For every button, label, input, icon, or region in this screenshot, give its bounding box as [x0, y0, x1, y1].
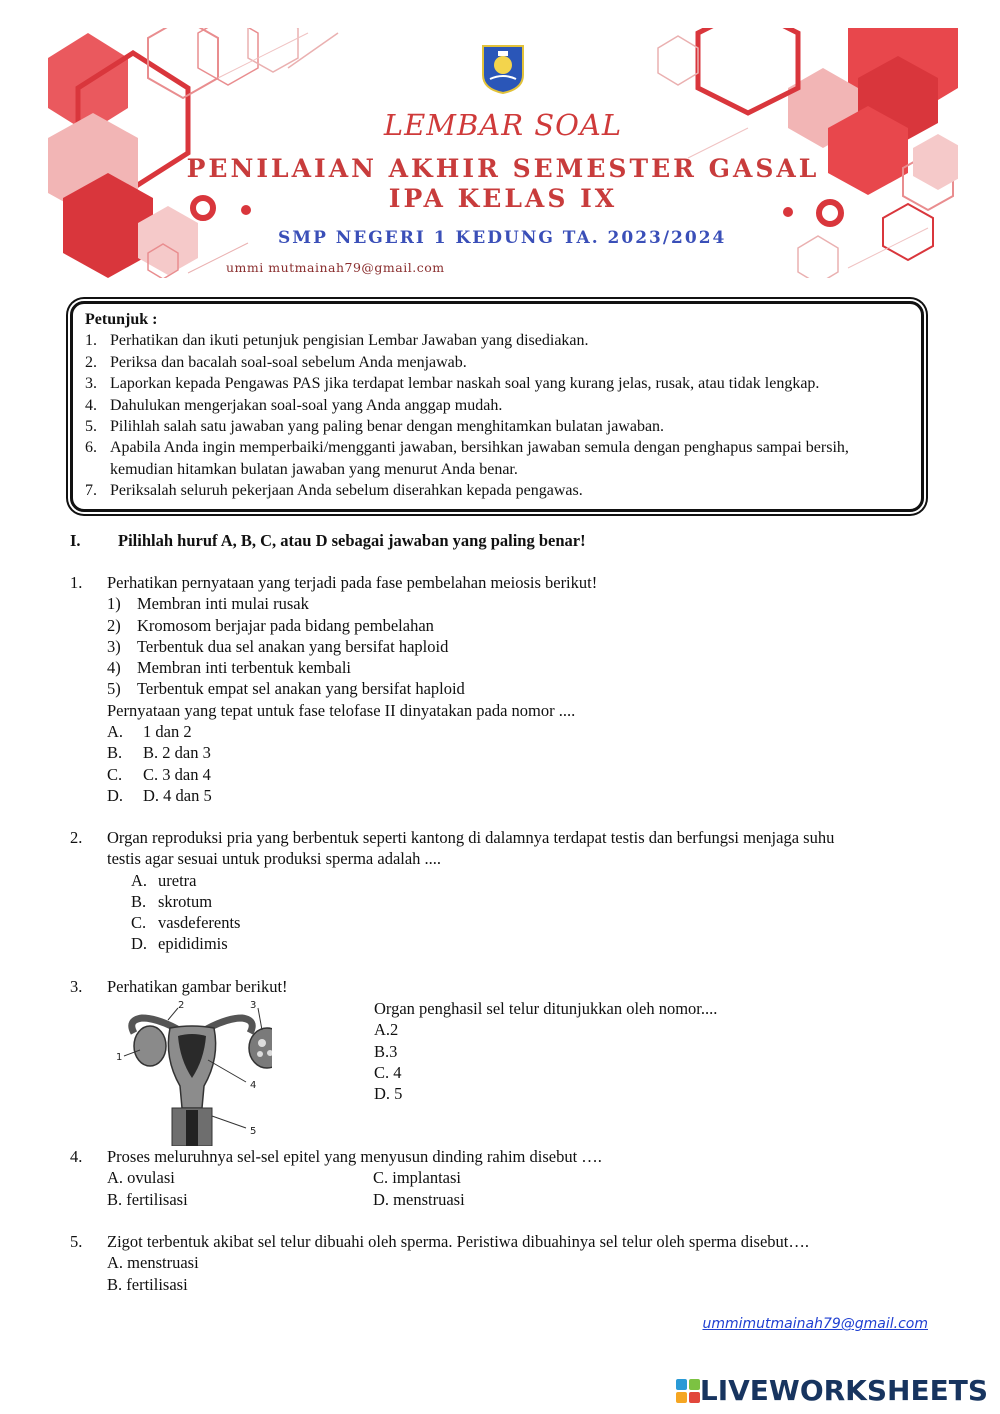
option-d[interactable]: D. D. 4 dan 5: [107, 785, 212, 805]
footer-email-link[interactable]: ummimutmainah79@gmail.com: [702, 1316, 928, 1332]
figure-label-1: 1: [116, 1052, 123, 1063]
question-4: 4. Proses meluruhnya sel-sel epitel yang menyusun dinding rahim disebut …. A. ovulasi C. implantasi B. fertilisasi D. menstruasi: [70, 1146, 639, 1210]
question-prompt: Pernyataan yang tepat untuk fase telofase II dinyatakan pada nomor ....: [107, 700, 576, 720]
option-a[interactable]: A. 1 dan 2: [107, 722, 192, 742]
header-banner: [48, 28, 958, 278]
option-b[interactable]: B. B. 2 dan 3: [107, 743, 211, 763]
instructions-title: Petunjuk :: [85, 311, 158, 328]
option-a[interactable]: A. menstruasi: [107, 1253, 199, 1273]
statement-item: 5) Terbentuk empat sel anakan yang bersifat haploid: [107, 679, 465, 699]
instruction-item: 1. Perhatikan dan ikuti petunjuk pengisian Lembar Jawaban yang disediakan.: [85, 332, 589, 350]
question-text: Perhatikan pernyataan yang terjadi pada fase pembelahan meiosis berikut!: [107, 573, 598, 592]
school-crest-icon: [480, 43, 526, 95]
question-prompt: Organ penghasil sel telur ditunjukkan oleh nomor....: [374, 999, 718, 1018]
brand-name: LIVEWORKSHEETS: [699, 1374, 988, 1407]
option-d[interactable]: D. menstruasi: [373, 1189, 465, 1209]
liveworksheets-icon: [676, 1379, 700, 1403]
option-b[interactable]: B. fertilisasi: [107, 1274, 188, 1294]
option-c[interactable]: C. C. 3 dan 4: [107, 764, 211, 784]
option-d[interactable]: D. 5: [374, 1084, 403, 1104]
question-text: Proses meluruhnya sel-sel epitel yang menyusun dinding rahim disebut ….: [107, 1147, 602, 1166]
instruction-item: 3. Laporkan kepada Pengawas PAS jika terdapat lembar naskah soal yang kurang jelas, rusak, atau tidak lengkap.: [85, 375, 820, 393]
option-d[interactable]: D. epididimis: [131, 934, 228, 954]
exam-title-line2: IPA KELAS IX: [388, 184, 618, 213]
statement-item: 2) Kromosom berjajar pada bidang pembelahan: [107, 615, 434, 635]
option-c[interactable]: C. 4: [374, 1062, 402, 1082]
option-b[interactable]: B.3: [374, 1041, 398, 1061]
header-email: ummi mutmainah79@gmail.com: [226, 260, 445, 275]
question-text: Zigot terbentuk akibat sel telur dibuahi oleh sperma. Peristiwa dibuahinya sel telur oleh sperma disebut….: [107, 1232, 809, 1251]
female-reproductive-system-figure: [112, 998, 272, 1146]
question-text: Organ reproduksi pria yang berbentuk seperti kantong di dalamnya terdapat testis dan berfungsi menjaga suhu: [107, 828, 835, 847]
question-3-options: [374, 998, 717, 1104]
option-a[interactable]: A. uretra: [131, 870, 197, 890]
instruction-item: 5. Pilihlah salah satu jawaban yang paling benar dengan menghitamkan bulatan jawaban.: [85, 418, 665, 436]
instructions-box: [70, 301, 924, 512]
option-c[interactable]: C. vasdeferents: [131, 913, 241, 933]
option-a[interactable]: A.2: [374, 1020, 399, 1040]
instruction-item: 4. Dahulukan mengerjakan soal-soal yang Anda anggap mudah.: [85, 396, 503, 414]
question-2: 2. Organ reproduksi pria yang berbentuk seperti kantong di dalamnya terdapat testis dan berfungsi menjaga suhu testis agar sesuai untuk produksi sperma adalah .... A. uretra B. skrotum C. vasdeferents D. epididimis: [70, 828, 835, 954]
statement-item: 4) Membran inti terbentuk kembali: [107, 658, 351, 678]
liveworksheets-logo[interactable]: [676, 1374, 988, 1407]
option-a[interactable]: A. ovulasi: [107, 1168, 175, 1188]
school-name: SMP NEGERI 1 KEDUNG TA. 2023/2024: [278, 228, 727, 248]
question-text: Perhatikan gambar berikut!: [107, 977, 288, 996]
question-1: 1. Perhatikan pernyataan yang terjadi pada fase pembelahan meiosis berikut! 1) Membran inti mulai rusak 2) Kromosom berjajar pada bidang pembelahan 3) Terbentuk dua sel anakan yang bersifat haploid 4) Membran inti terbentuk kembali 5) Terbentuk empat sel anakan yang bersifat haploid Pernyataan yang tepat untuk fase telofase II dinyatakan pada nomor .... A. 1 dan 2 B. B. 2 dan 3 C. C. 3 dan 4 D. D. 4 dan 5: [70, 573, 598, 805]
question-5: 5. Zigot terbentuk akibat sel telur dibuahi oleh sperma. Peristiwa dibuahinya sel telur oleh sperma disebut…. A. menstruasi B. fertilisasi: [70, 1232, 809, 1294]
option-c[interactable]: C. implantasi: [373, 1168, 461, 1188]
statement-item: 3) Terbentuk dua sel anakan yang bersifat haploid: [107, 636, 449, 656]
instruction-item: 2. Periksa dan bacalah soal-soal sebelum Anda menjawab.: [85, 353, 467, 371]
statement-item: 1) Membran inti mulai rusak: [107, 594, 309, 614]
figure-label-4: 4: [250, 1080, 257, 1091]
figure-label-3: 3: [250, 1000, 257, 1011]
instruction-item: 6. Apabila Anda ingin memperbaiki/mengganti jawaban, bersihkan jawaban semula dengan penghapus sampai bersih, kemudian hitamkan bulatan jawaban yang menurut Anda benar.: [85, 439, 849, 478]
instruction-item: 7. Periksalah seluruh pekerjaan Anda sebelum diserahkan kepada pengawas.: [85, 482, 583, 500]
exam-title-line1: PENILAIAN AKHIR SEMESTER GASAL: [186, 154, 820, 183]
figure-label-2: 2: [178, 1000, 185, 1011]
option-b[interactable]: B. fertilisasi: [107, 1189, 188, 1209]
script-title: LEMBAR SOAL: [383, 108, 623, 142]
question-3: 3. Perhatikan gambar berikut!: [70, 977, 288, 996]
figure-label-5: 5: [250, 1126, 257, 1137]
option-b[interactable]: B. skrotum: [131, 891, 213, 911]
section-heading: I. Pilihlah huruf A, B, C, atau D sebagai jawaban yang paling benar!: [70, 531, 586, 550]
